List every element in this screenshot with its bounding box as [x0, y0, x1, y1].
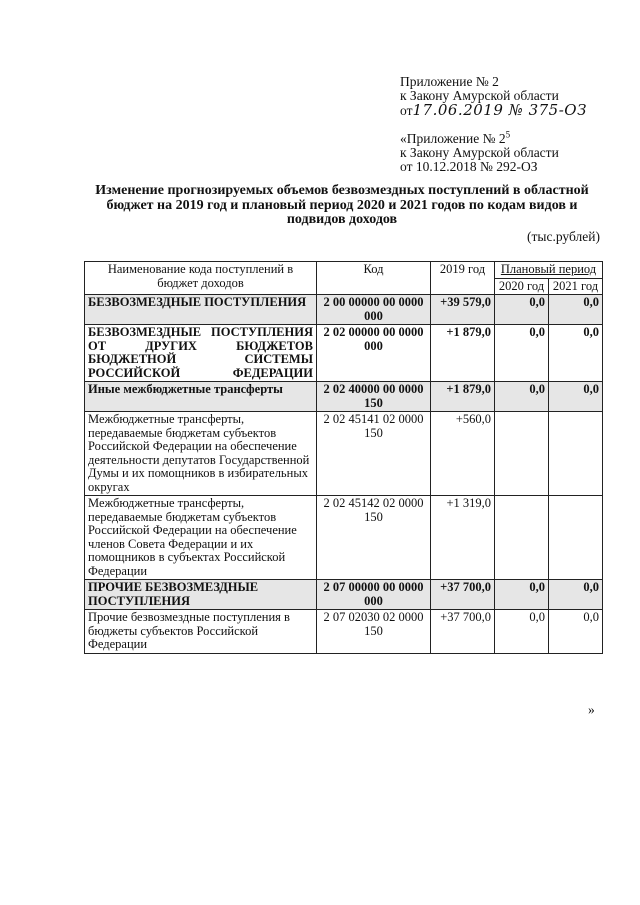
appendix-header: [400, 75, 587, 118]
table-row: [85, 580, 603, 610]
row-value-2021: 0,0: [549, 580, 603, 610]
row-value-2021: 0,0: [549, 610, 603, 654]
table-row: [85, 295, 603, 325]
row-value-2019: +1 879,0: [431, 325, 495, 382]
row-code: 2 07 00000 00 0000 000: [317, 580, 431, 610]
column-header-2020: 2020 год: [495, 278, 549, 295]
column-header-name: Наименование кода поступлений в бюджет доходов: [85, 262, 317, 295]
previous-appendix-header: [400, 129, 559, 174]
row-code: 2 00 00000 00 0000 000: [317, 295, 431, 325]
row-name: БЕЗВОЗМЕЗДНЫЕ ПОСТУПЛЕНИЯ: [85, 295, 317, 325]
row-name: Иные межбюджетные трансферты: [85, 382, 317, 412]
appendix-title: Приложение № 2: [400, 74, 499, 89]
row-code: 2 07 02030 02 0000 150: [317, 610, 431, 654]
row-value-2019: +37 700,0: [431, 610, 495, 654]
row-value-2020: 0,0: [495, 325, 549, 382]
row-name: Прочие безвозмездные поступления в бюджеты субъектов Российской Федерации: [85, 610, 317, 654]
column-header-plan-period: Плановый период: [495, 262, 603, 279]
previous-law-date: от 10.12.2018 № 292-ОЗ: [400, 159, 538, 174]
row-value-2021: 0,0: [549, 295, 603, 325]
units-label: (тыс.рублей): [527, 229, 600, 244]
closing-quote-mark: »: [588, 702, 595, 717]
row-value-2021: 0,0: [549, 325, 603, 382]
row-code: 2 02 45141 02 0000 150: [317, 412, 431, 496]
table-row: [85, 382, 603, 412]
row-value-2019: +1 319,0: [431, 496, 495, 580]
row-value-2020: 0,0: [495, 295, 549, 325]
row-code: 2 02 00000 00 0000 000: [317, 325, 431, 382]
previous-appendix-title: «Приложение № $2^5$: [400, 129, 511, 146]
row-value-2021: 0,0: [549, 382, 603, 412]
column-header-code: Код: [317, 262, 431, 295]
row-code: 2 02 40000 00 0000 150: [317, 382, 431, 412]
row-value-2020: [495, 496, 549, 580]
column-header-2021: 2021 год: [549, 278, 603, 295]
table-row: [85, 325, 603, 382]
table-row: [85, 610, 603, 654]
date-prefix: от: [400, 103, 413, 118]
row-value-2020: [495, 412, 549, 496]
row-value-2019: +1 879,0: [431, 382, 495, 412]
row-code: 2 02 45142 02 0000 150: [317, 496, 431, 580]
law-date-line: [400, 103, 587, 118]
row-name: Межбюджетные трансферты, передаваемые бюджетам субъектов Российской Федерации на обеспечение деятельности депутатов Государственной Думы и их помощников в избирательных округах: [85, 412, 317, 496]
row-value-2019: +39 579,0: [431, 295, 495, 325]
row-value-2019: +560,0: [431, 412, 495, 496]
table-row: [85, 496, 603, 580]
appendix-superscript: 5: [505, 129, 511, 140]
document-title: Изменение прогнозируемых объемов безвозмездных поступлений в областной бюджет на 2019 год и плановый период 2020 и 2021 годов по кодам видов и подвидов доходов: [95, 183, 589, 227]
budget-table: [84, 261, 603, 654]
row-value-2020: 0,0: [495, 610, 549, 654]
row-value-2021: [549, 412, 603, 496]
handwritten-date: 17.06.2019 № 375-ОЗ: [412, 101, 587, 119]
previous-law-reference: к Закону Амурской области: [400, 145, 559, 160]
row-name: БЕЗВОЗМЕЗДНЫЕ ПОСТУПЛЕНИЯ ОТ ДРУГИХ БЮДЖЕТОВ БЮДЖЕТНОЙ СИСТЕМЫ РОССИЙСКОЙ ФЕДЕРАЦИИ: [85, 325, 317, 382]
law-reference: к Закону Амурской области: [400, 88, 559, 103]
row-value-2021: [549, 496, 603, 580]
row-value-2020: 0,0: [495, 382, 549, 412]
row-name: ПРОЧИЕ БЕЗВОЗМЕЗДНЫЕ ПОСТУПЛЕНИЯ: [85, 580, 317, 610]
row-name: Межбюджетные трансферты, передаваемые бюджетам субъектов Российской Федерации на обеспечение членов Совета Федерации и их помощников в субъектах Российской Федерации: [85, 496, 317, 580]
table-row: [85, 412, 603, 496]
row-value-2020: 0,0: [495, 580, 549, 610]
row-value-2019: +37 700,0: [431, 580, 495, 610]
column-header-2019: 2019 год: [431, 262, 495, 295]
